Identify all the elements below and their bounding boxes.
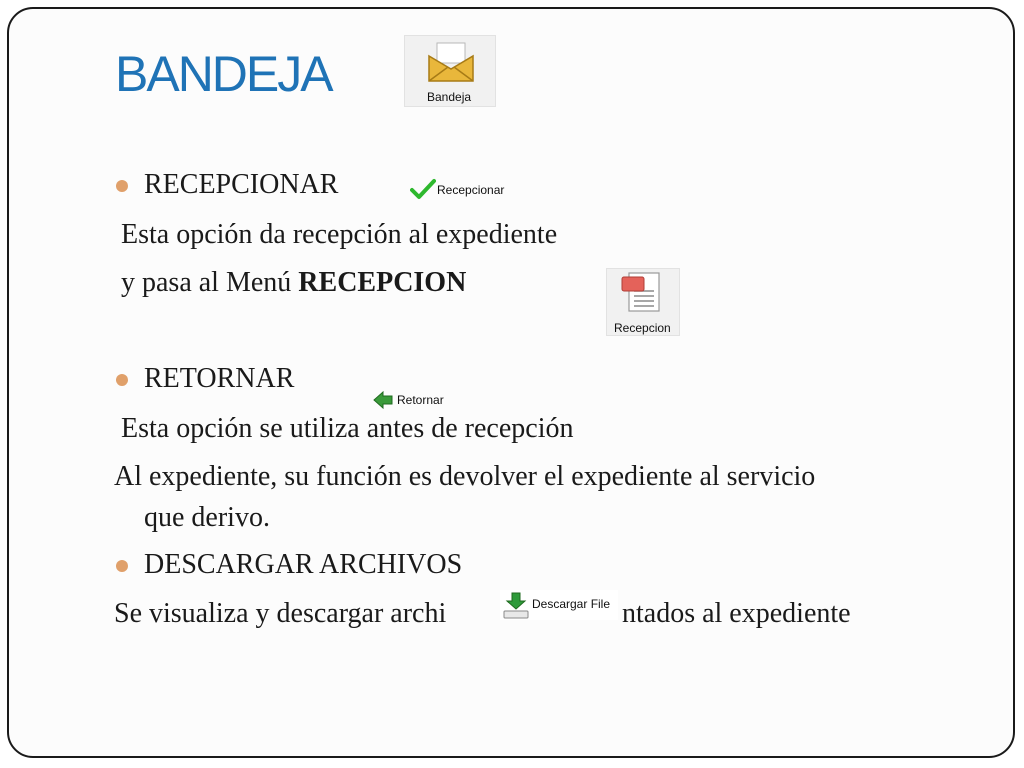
recepcionar-line-2 [121,266,466,300]
descargar-line-start: Se visualiza y descargar archi [114,598,447,629]
arrow-left-icon [372,390,394,410]
descargar-line-end: ntados al expediente [622,598,851,629]
slide-title: BANDEJA [115,46,332,102]
download-icon [501,591,531,619]
heading-descargar: DESCARGAR ARCHIVOS [144,549,463,580]
heading-retornar: RETORNAR [144,363,295,394]
retornar-line-2: Al expediente, su función es devolver el expediente al servicio [114,461,816,492]
heading-recepcionar: RECEPCIONAR [144,169,339,200]
recepcion-menu-button[interactable] [606,268,680,336]
retornar-label: Retornar [397,393,444,407]
retornar-button[interactable] [372,390,452,412]
retornar-line-3: que derivo. [144,502,270,533]
recepcionar-line-2-text: y pasa al Menú [121,267,299,298]
bullet-dot [116,560,128,572]
descargar-file-label: Descargar File [532,597,611,611]
bullet-dot [116,180,128,192]
recepcionar-line-1: Esta opción da recepción al expediente [121,219,558,250]
descargar-file-button[interactable] [500,590,618,620]
retornar-line-1: Esta opción se utiliza antes de recepción [121,413,574,444]
check-icon [410,178,436,200]
bandeja-label: Bandeja [427,90,472,104]
recepcionar-button[interactable] [410,178,514,202]
recepcion-menu-name: RECEPCION [298,267,467,298]
recepcion-menu-label: Recepcion [614,321,671,335]
document-icon [619,271,667,315]
bandeja-button[interactable] [404,35,496,107]
envelope-icon [426,40,476,84]
bullet-dot [116,374,128,386]
recepcionar-label: Recepcionar [437,183,505,197]
